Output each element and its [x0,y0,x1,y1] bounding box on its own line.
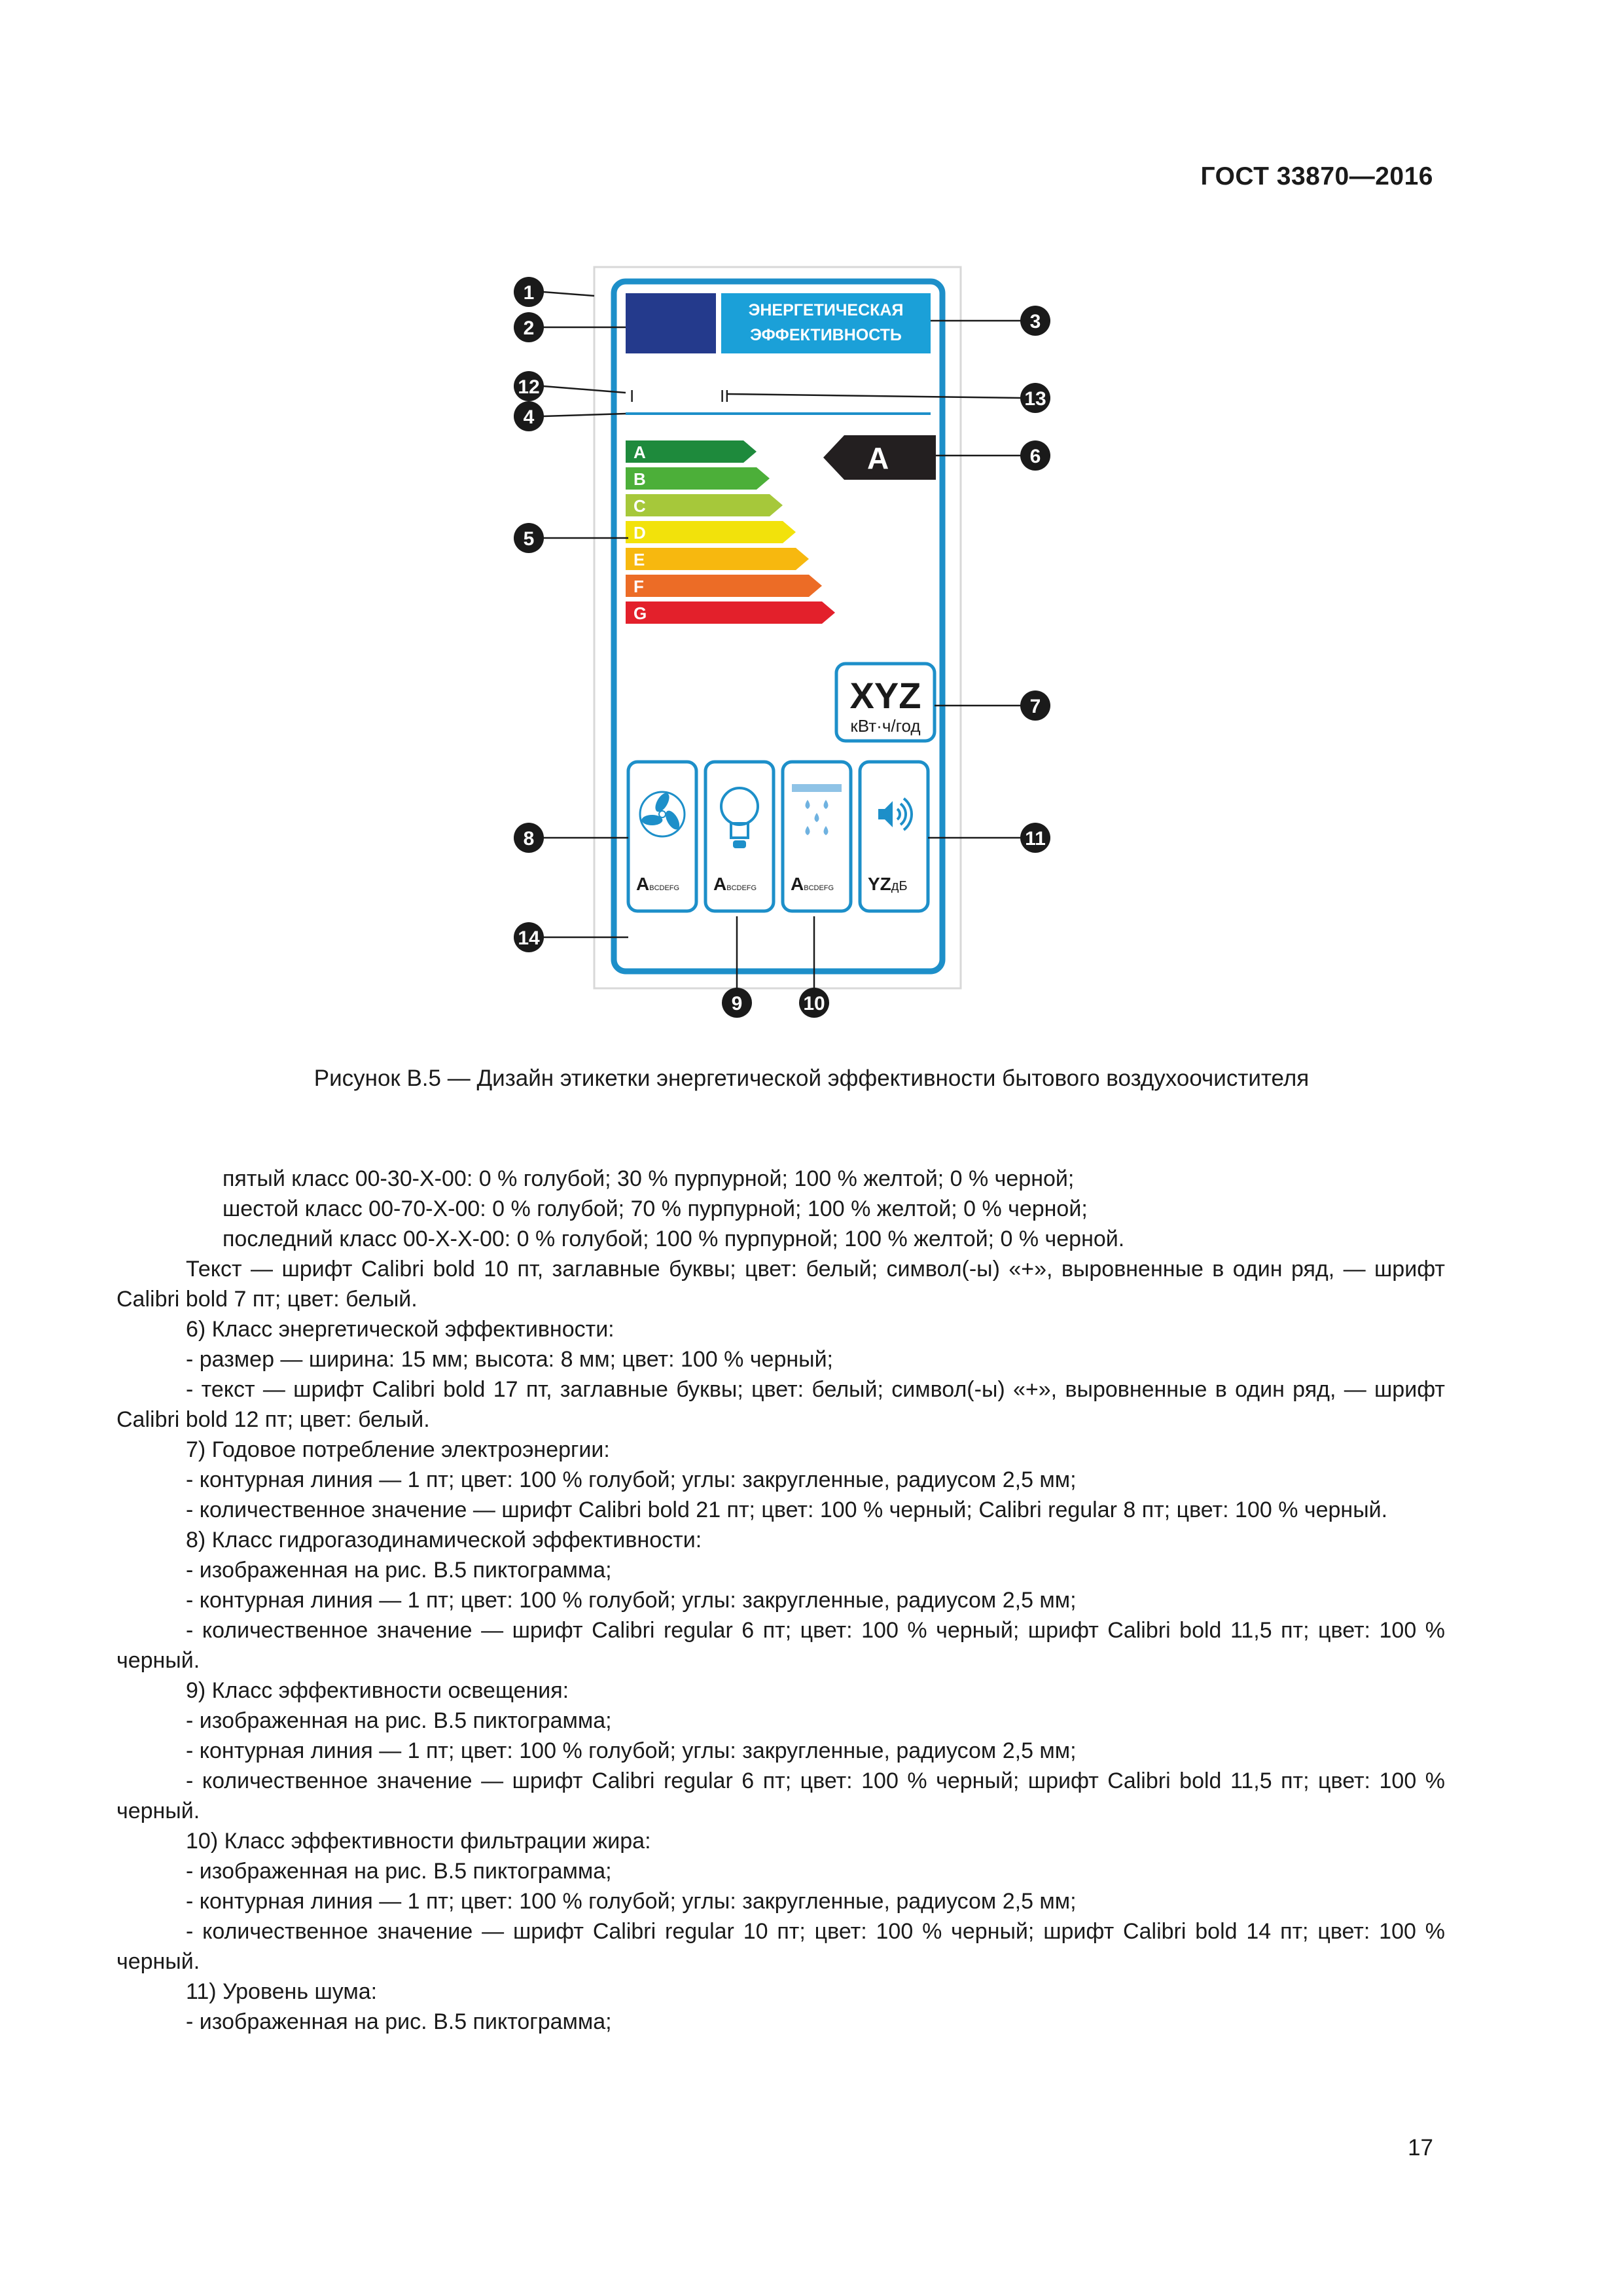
pictogram-row [628,762,928,911]
paragraph: 9) Класс эффективности освещения: [186,1678,569,1703]
paragraph: Текст — шрифт Calibri bold 10 пт, заглавные буквы; цвет: белый; символ(-ы) «+», выровненные в один ряд, — шрифт Calibri bold 7 пт; цвет: белый. [116,1257,1445,1312]
scale-letter: D [633,523,646,543]
scale-letter: F [633,577,644,596]
callout-6 [1020,440,1050,471]
svg-text:13: 13 [1024,388,1046,410]
paragraph: - количественное значение — шрифт Calibri bold 21 пт; цвет: 100 % черный; Calibri regular 8 пт; цвет: 100 % черный. [186,1498,1388,1522]
consumption-unit: кВт·ч/год [850,716,921,736]
svg-text:10: 10 [803,993,825,1014]
callout-2 [514,312,544,342]
svg-text:12: 12 [518,376,540,398]
svg-text:1: 1 [523,282,535,304]
scale-bar-f [626,575,822,597]
callout-3 [1020,306,1050,336]
supplier-mark: I [630,386,635,406]
paragraph: - количественное значение — шрифт Calibri regular 10 пт; цвет: 100 % черный; шрифт Calibri bold 14 пт; цвет: 100 % черный. [116,1919,1445,1974]
paragraph: - изображенная на рис. В.5 пиктограмма; [186,1859,612,1884]
callout-13 [1020,383,1050,413]
eu-flag-area [626,293,716,353]
pictogram-class: ABCDEFG [636,874,680,894]
paragraph: шестой класс 00-70-Х-00: 0 % голубой; 70 % пурпурной; 100 % желтой; 0 % черной; [223,1196,1088,1221]
svg-text:8: 8 [523,828,535,850]
paragraph: 8) Класс гидрогазодинамической эффективности: [186,1528,702,1552]
paragraph: - размер — ширина: 15 мм; высота: 8 мм; цвет: 100 % черный; [186,1347,834,1372]
class-arrow-letter: A [867,441,889,475]
svg-text:14: 14 [518,927,540,949]
scale-bar-b [626,467,770,490]
paragraph: пятый класс 00-30-Х-00: 0 % голубой; 30 % пурпурной; 100 % желтой; 0 % черной; [223,1166,1075,1191]
pictogram-class: ABCDEFG [713,874,757,894]
efficiency-scale [626,440,835,624]
pictogram-class: ABCDEFG [791,874,834,894]
title-line2: ЭФФЕКТИВНОСТЬ [750,326,902,344]
paragraph: 10) Класс эффективности фильтрации жира: [186,1829,651,1854]
scale-letter: A [633,442,646,462]
callout-9 [722,988,752,1018]
paragraph: 7) Годовое потребление электроэнергии: [186,1437,610,1462]
paragraph: - контурная линия — 1 пт; цвет: 100 % голубой; углы: закругленные, радиусом 2,5 мм; [186,1588,1077,1613]
svg-text:2: 2 [523,317,535,339]
callout-10 [799,988,829,1018]
paragraph: - количественное значение — шрифт Calibri regular 6 пт; цвет: 100 % черный; шрифт Calibri bold 11,5 пт; цвет: 100 % черный. [116,1618,1445,1673]
standard-header: ГОСТ 33870—2016 [1200,162,1433,190]
svg-text:9: 9 [731,993,743,1014]
svg-text:6: 6 [1029,446,1041,467]
callout-14 [514,922,544,952]
page-number: 17 [1408,2135,1433,2161]
scale-bar-g [626,601,835,624]
paragraph: - количественное значение — шрифт Calibri regular 6 пт; цвет: 100 % черный; шрифт Calibri bold 11,5 пт; цвет: 100 % черный. [116,1768,1445,1823]
pictogram-box [860,762,928,911]
callout-5 [514,523,544,553]
paragraph: 6) Класс энергетической эффективности: [186,1317,615,1342]
paragraph: последний класс 00-Х-Х-00: 0 % голубой; 100 % пурпурной; 100 % желтой; 0 % черной. [223,1227,1125,1251]
paragraph: - изображенная на рис. В.5 пиктограмма; [186,1708,612,1733]
pictogram-box [705,762,774,911]
energy-label-figure [0,0,1623,1047]
svg-text:7: 7 [1029,696,1041,717]
svg-text:3: 3 [1029,311,1041,332]
scale-letter: C [633,496,646,516]
scale-letter: G [633,603,647,623]
paragraph: - изображенная на рис. В.5 пиктограмма; [186,2009,612,2034]
callout-11 [1020,823,1050,853]
callout-1 [514,277,544,307]
paragraph: - контурная линия — 1 пт; цвет: 100 % голубой; углы: закругленные, радиусом 2,5 мм; [186,1467,1077,1492]
title-line1: ЭНЕРГЕТИЧЕСКАЯ [748,301,904,319]
pictogram-class: YZдБ [868,874,908,894]
pictogram-box [628,762,696,911]
paragraph: 11) Уровень шума: [186,1979,378,2004]
paragraph: - контурная линия — 1 пт; цвет: 100 % голубой; углы: закругленные, радиусом 2,5 мм; [186,1889,1077,1914]
svg-text:5: 5 [523,528,535,550]
callout-7 [1020,691,1050,721]
paragraph: - текст — шрифт Calibri bold 17 пт, заглавные буквы; цвет: белый; символ(-ы) «+», выровненные в один ряд, — шрифт Calibri bold 12 пт; цвет: белый. [116,1377,1445,1432]
body-text [116,1164,1445,2037]
scale-bar-c [626,494,783,516]
callout-8 [514,823,544,853]
paragraph: - контурная линия — 1 пт; цвет: 100 % голубой; углы: закругленные, радиусом 2,5 мм; [186,1738,1077,1763]
callout-4 [514,401,544,431]
callout-12 [514,371,544,401]
scale-letter: E [633,550,645,569]
paragraph: - изображенная на рис. В.5 пиктограмма; [186,1558,612,1583]
scale-bar-e [626,548,809,570]
svg-text:11: 11 [1025,828,1046,850]
consumption-value: XYZ [849,675,921,716]
pictogram-box [783,762,851,911]
figure-caption: Рисунок В.5 — Дизайн этикетки энергетической эффективности бытового воздухоочистителя [313,1066,1310,1091]
scale-bar-d [626,521,796,543]
model-mark: II [720,386,730,406]
svg-text:4: 4 [523,406,535,428]
scale-letter: B [633,469,646,489]
